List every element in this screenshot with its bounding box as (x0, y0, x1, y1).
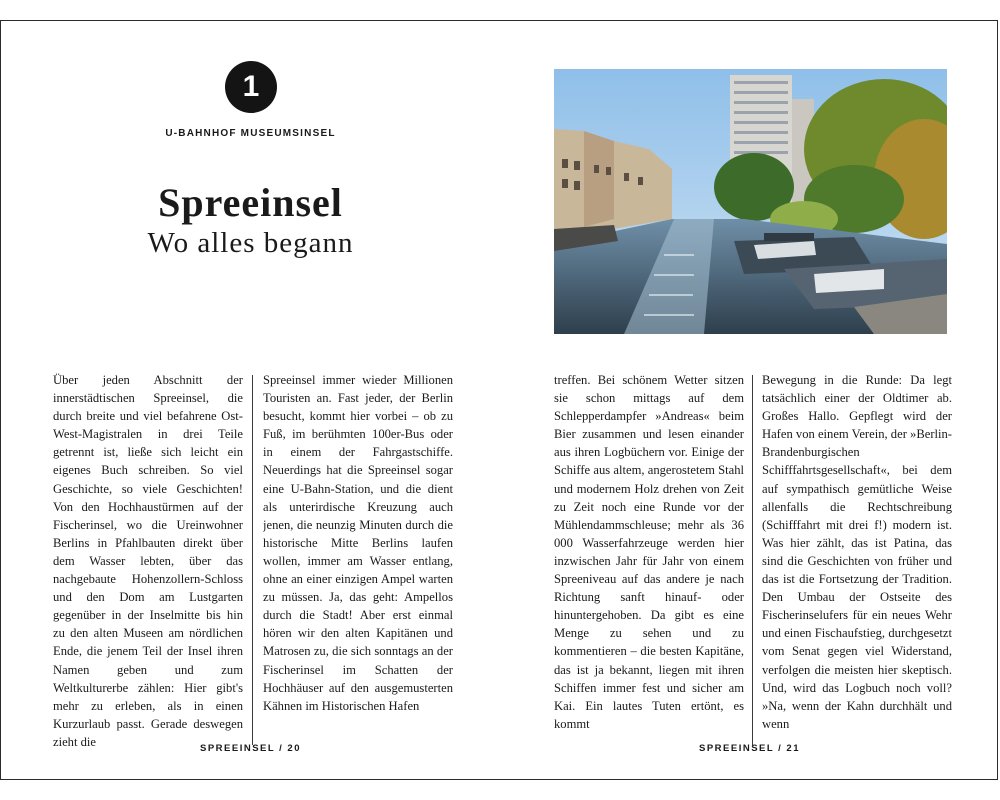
left-page (1, 21, 500, 779)
spree-canal-photo (554, 69, 947, 334)
column-divider (252, 375, 253, 745)
station-label: U-BAHNHOF MUSEUMSINSEL (165, 128, 336, 139)
column-divider (752, 375, 753, 745)
text-column-left-2: Spreeinsel immer wieder Millionen Touristen an. Fast jeder, der Berlin besucht, kommt hier vorbei – ob zu Fuß, im berühmten 100er-Bus oder in einem der Fahrgastschiffe. Neuerdings hat die Spreeinsel sogar eine U-Bahn-Station, und die dient als unterirdische Kreuzung auch jenen, die neunzig Minuten durch die historische Mitte Berlins laufen wollen, immer am Wasser entlang, ohne an einer einzigen Ampel warten zu müssen. Ja, das geht: Ampellos durch die Stadt! Aber erst einmal hören wir den alten Kapitänen und Matrosen zu, die sich sonntags an der Fischerinsel im Schatten der Hochhäuser auf den ausgemusterten Kähnen im Historischen Hafen (263, 373, 453, 713)
chapter-number-badge: 1 (225, 61, 277, 113)
book-spread (0, 20, 998, 780)
text-column-left-1: Über jeden Abschnitt der innerstädtischen Spreeinsel, die durch breite und viel befahrene Ost-West-Magistralen in drei Teile getrennt ist, ließe sich leicht ein eigenes Buch schreiben. So viel Geschichte, so viele Geschichten! Von den Hochhaustürmen auf der Fischerinsel, wo die Ureinwohner Berlins in Pfahlbauten direkt über dem Wasser lebten, über das nachgebaute Hohenzollern-Schloss und den Dom am Lustgarten gegenüber in der Inselmitte bis hin zu den alten Museen am nördlichen Ende, die jenem Teil der Insel ihren Namen geben und zum Weltkulturerbe zählen: Hier gibt's mehr zu erleben, als in einen Kurzurlaub passt. Gerade deswegen zieht die (53, 373, 243, 749)
photo-illustration (554, 69, 947, 334)
chapter-subtitle: Wo alles begann (147, 227, 354, 259)
chapter-title: Spreeinsel (158, 180, 343, 225)
right-page (500, 21, 999, 779)
text-column-right-1: treffen. Bei schönem Wetter sitzen sie schon mittags auf dem Schlepperdampfer »Andreas« beim Bier zusammen und lesen einander aus ihren Logbüchern vor. Einige der Schiffe aus altem, angerostetem Stahl und modernem Holz drehen von Zeit zu Zeit noch eine Runde vor der Mühlendammschleuse; mehr als 36 000 Wasserfahrzeuge werden hier inzwischen Jahr für Jahr von einem Spreeniveau auf das andere je nach Richtung sanft hinauf- oder hinuntergehoben. Da gibt es eine Menge zu sehen und zu kommentieren – die besten Kapitäne, das ist ja bekannt, liegen mit ihren Schiffen immer fest und sicher am Kai. Ein lautes Tuten ertönt, es kommt (554, 373, 744, 731)
page-footer-left: SPREEINSEL / 20 (200, 743, 301, 754)
page-footer-right: SPREEINSEL / 21 (699, 743, 800, 754)
text-column-right-2: Bewegung in die Runde: Da legt tatsächlich einer der Oldtimer ab. Großes Hallo. Gepflegt wird der Hafen von einem Verein, der »Berlin-Brandenburgischen Schifffahrtsgesellschaft«, bei dem auf sympathisch gemütliche Weise allenfalls die Rechtschreibung (Schifffahrt mit drei f!) modern ist. Was hier zählt, das ist Patina, das sind die Geschichten von früher und das ist die Fortsetzung der Tradition. Den Umbau der Ostseite des Fischerinselufers für ein neues Wehr und einen Fischaufstieg, durchgesetzt vom Senat gegen viel Widerstand, verfolgen die meisten hier skeptisch. Und, wird das Logbuch noch voll? »Na, wenn der Kahn durchhält und wenn (762, 373, 952, 731)
